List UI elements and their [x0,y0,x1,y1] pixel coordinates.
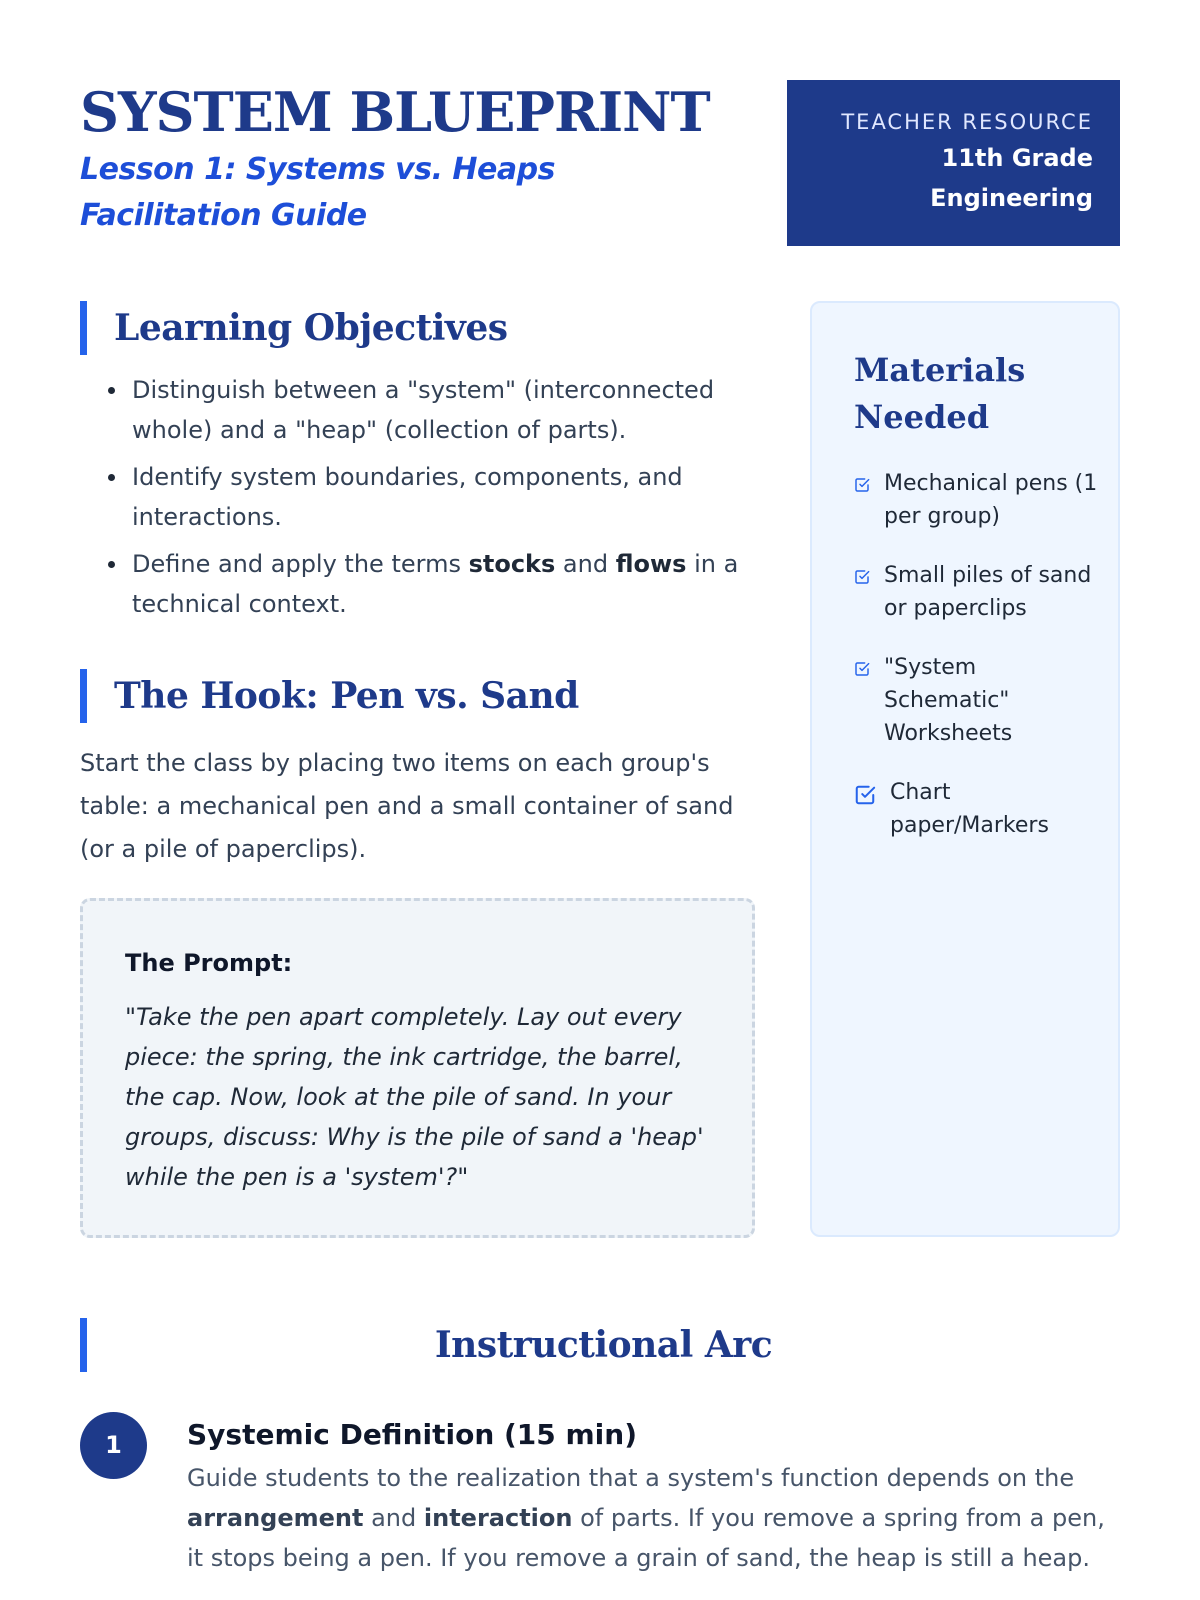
objective-item [132,370,760,450]
objective-text: and [555,550,616,578]
step-description [187,1458,1127,1578]
badge-grade: 11th Grade [941,144,1093,172]
objective-text: Identify system boundaries, components, and interactions. [132,463,683,531]
checkbox-icon [854,784,876,806]
material-item [854,651,1098,750]
checkbox-icon [854,477,870,493]
materials-heading: Materials Needed [854,351,1026,436]
material-label: "System Schematic" Worksheets [884,655,1013,746]
badge-kicker: TEACHER RESOURCE [841,110,1093,134]
material-label: Small piles of sand or paperclips [884,563,1092,621]
material-item [854,559,1098,625]
badge-subject: Engineering [930,184,1093,212]
objective-text: in a technical context. [132,550,739,618]
checkbox-icon [854,569,870,585]
materials-panel [810,301,1120,1237]
material-label: Chart paper/Markers [890,780,1049,838]
prompt-text: "Take the pen apart completely. Lay out every piece: the spring, the ink cartridge, the barrel, the cap. Now, look at the pile of sand. In your groups, discuss: Why is the pile of sand a 'heap' while the pen is a 'system'?" [125,1003,704,1191]
materials-list [854,467,1098,842]
objective-text: Define and apply the terms [132,550,469,578]
term-stocks: stocks [468,550,556,578]
step-number-badge: 1 [80,1412,147,1479]
term-interaction: interaction [423,1504,573,1532]
checkbox-icon [854,661,870,677]
objectives-list [80,370,760,631]
objectives-heading: Learning Objectives [80,301,508,355]
prompt-box [80,898,755,1238]
term-flows: flows [615,550,687,578]
objective-item [132,457,760,537]
step-text: Guide students to the realization that a system's function depends on the [187,1464,1075,1492]
step-text: and [363,1504,424,1532]
objective-item [132,544,760,624]
resource-badge [787,80,1120,246]
material-item [854,467,1098,533]
prompt-label: The Prompt: [125,949,293,977]
page-title: SYSTEM BLUEPRINT [80,80,710,144]
arc-heading: Instructional Arc [80,1318,1120,1372]
hook-paragraph: Start the class by placing two items on each group's table: a mechanical pen and a small container of sand (or a pile of paperclips). [80,749,734,863]
term-arrangement: arrangement [187,1504,364,1532]
material-item [854,776,1098,842]
step-title: Systemic Definition (15 min) [187,1418,638,1451]
objective-text: Distinguish between a "system" (interconnected whole) and a "heap" (collection of parts). [132,376,715,444]
material-label: Mechanical pens (1 per group) [884,471,1098,529]
step-text: of parts. If you remove a spring from a pen, it stops being a pen. If you remove a grain of sand, the heap is still a heap. [187,1504,1105,1572]
page-subtitle: Lesson 1: Systems vs. Heaps Facilitation Guide [80,152,555,233]
hook-heading: The Hook: Pen vs. Sand [80,669,579,723]
